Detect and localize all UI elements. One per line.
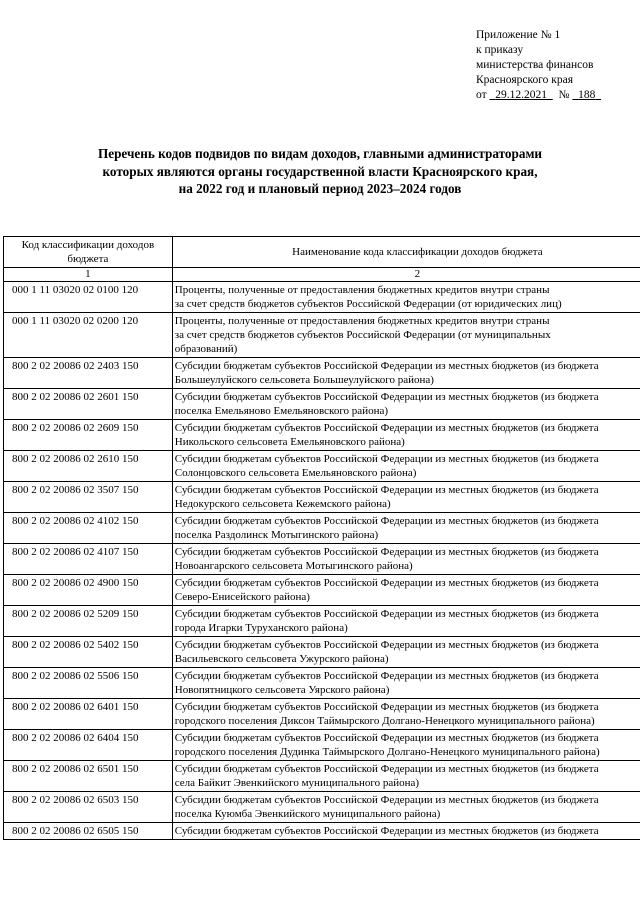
row-code: 800 2 02 20086 02 2610 150: [4, 451, 173, 482]
appendix-line-2: к приказу: [476, 44, 524, 56]
row-name-line: Субсидии бюджетам субъектов Российской Федерации из местных бюджетов (из бюджета: [174, 639, 599, 651]
row-name: [172, 282, 640, 313]
row-name: [172, 699, 640, 730]
appendix-date-line: [476, 88, 601, 103]
row-name-line: Субсидии бюджетам субъектов Российской Федерации из местных бюджетов (из бюджета: [174, 484, 599, 496]
table-row: [4, 282, 640, 313]
row-name: [172, 389, 640, 420]
table-row: [4, 451, 640, 482]
order-number: 188: [578, 89, 596, 101]
row-code: 800 2 02 20086 02 2601 150: [4, 389, 173, 420]
row-name: [172, 606, 640, 637]
row-name: [172, 313, 640, 358]
row-code: 800 2 02 20086 02 2403 150: [4, 358, 173, 389]
table-row: [4, 668, 640, 699]
table-row: [4, 389, 640, 420]
appendix-block: [476, 28, 601, 103]
row-name: [172, 668, 640, 699]
row-name-line: Субсидии бюджетам субъектов Российской Федерации из местных бюджетов (из бюджета: [174, 360, 599, 372]
table-row: [4, 482, 640, 513]
table-row: [4, 575, 640, 606]
appendix-line-3: министерства финансов: [476, 59, 594, 71]
row-name-line: образований): [174, 343, 238, 355]
row-name-line: Субсидии бюджетам субъектов Российской Федерации из местных бюджетов (из бюджета: [174, 608, 599, 620]
row-name-line: Проценты, полученные от предоставления бюджетных кредитов внутри страны: [174, 284, 550, 296]
row-code: 800 2 02 20086 02 4900 150: [4, 575, 173, 606]
row-name-line: Субсидии бюджетам субъектов Российской Федерации из местных бюджетов (из бюджета: [174, 546, 599, 558]
header-number-row: [4, 268, 640, 282]
table-row: [4, 358, 640, 389]
row-name: [172, 420, 640, 451]
order-date: 29.12.2021: [495, 89, 547, 101]
row-name-line: Субсидии бюджетам субъектов Российской Федерации из местных бюджетов (из бюджета: [174, 794, 599, 806]
row-name-line: Субсидии бюджетам субъектов Российской Федерации из местных бюджетов (из бюджета: [174, 422, 599, 434]
header-row: [4, 237, 640, 268]
table-row: [4, 420, 640, 451]
row-name-line: Большеулуйского сельсовета Большеулуйского района): [174, 374, 434, 386]
row-name-line: Субсидии бюджетам субъектов Российской Федерации из местных бюджетов (из бюджета: [174, 453, 599, 465]
row-name: [172, 823, 640, 840]
row-code: 800 2 02 20086 02 6401 150: [4, 699, 173, 730]
table-row: [4, 606, 640, 637]
row-code: 800 2 02 20086 02 5402 150: [4, 637, 173, 668]
row-code: 800 2 02 20086 02 6505 150: [4, 823, 173, 840]
row-name: [172, 358, 640, 389]
row-code: 800 2 02 20086 02 2609 150: [4, 420, 173, 451]
table-row: [4, 761, 640, 792]
row-name-line: села Байкит Эвенкийского муниципального района): [174, 777, 420, 789]
row-code: 000 1 11 03020 02 0100 120: [4, 282, 173, 313]
row-name-line: Новоангарского сельсовета Мотыгинского района): [174, 560, 413, 572]
row-name-line: городского поселения Дудинка Таймырского Долгано-Ненецкого муниципального района): [174, 746, 600, 758]
row-name-line: поселка Емельяново Емельяновского района): [174, 405, 389, 417]
appendix-line-4: Красноярского края: [476, 74, 573, 86]
row-name: [172, 730, 640, 761]
header-num-1: 1: [4, 268, 173, 282]
row-name-line: Субсидии бюджетам субъектов Российской Федерации из местных бюджетов (из бюджета: [174, 701, 599, 713]
row-name-line: за счет средств бюджетов субъектов Российской Федерации (от юридических лиц): [174, 298, 562, 310]
header-code: Код классификации доходов бюджета: [4, 237, 173, 268]
row-name-line: Недокурского сельсовета Кежемского района): [174, 498, 391, 510]
number-label: №: [558, 89, 570, 101]
row-code: 800 2 02 20086 02 5506 150: [4, 668, 173, 699]
row-name-line: Субсидии бюджетам субъектов Российской Федерации из местных бюджетов (из бюджета: [174, 670, 599, 682]
table-row: [4, 513, 640, 544]
row-name-line: Солонцовского сельсовета Емельяновского района): [174, 467, 417, 479]
row-name: [172, 792, 640, 823]
row-name: [172, 544, 640, 575]
row-name-line: Субсидии бюджетам субъектов Российской Федерации из местных бюджетов (из бюджета: [174, 732, 599, 744]
row-code: 800 2 02 20086 02 6404 150: [4, 730, 173, 761]
header-num-2: 2: [172, 268, 640, 282]
row-name-line: Васильевского сельсовета Ужурского района): [174, 653, 389, 665]
row-code: 800 2 02 20086 02 4107 150: [4, 544, 173, 575]
row-code: 800 2 02 20086 02 5209 150: [4, 606, 173, 637]
row-name-line: Субсидии бюджетам субъектов Российской Федерации из местных бюджетов (из бюджета: [174, 515, 599, 527]
document-title: [0, 145, 640, 198]
row-code: 800 2 02 20086 02 6503 150: [4, 792, 173, 823]
row-name: [172, 513, 640, 544]
table-row: [4, 637, 640, 668]
title-line-1: Перечень кодов подвидов по видам доходов, главными администраторами: [97, 146, 543, 161]
row-name-line: поселка Куюмба Эвенкийского муниципального района): [174, 808, 441, 820]
row-name-line: Северо-Енисейского района): [174, 591, 310, 603]
row-code: 800 2 02 20086 02 3507 150: [4, 482, 173, 513]
table-row: [4, 313, 640, 358]
row-name: [172, 575, 640, 606]
codes-table: [3, 236, 640, 840]
header-name: Наименование кода классификации доходов бюджета: [172, 237, 640, 268]
row-name: [172, 482, 640, 513]
row-name-line: Субсидии бюджетам субъектов Российской Федерации из местных бюджетов (из бюджета: [174, 825, 599, 837]
row-name: [172, 761, 640, 792]
row-code: 800 2 02 20086 02 4102 150: [4, 513, 173, 544]
row-name-line: Субсидии бюджетам субъектов Российской Федерации из местных бюджетов (из бюджета: [174, 763, 599, 775]
table-row: [4, 730, 640, 761]
row-name-line: Субсидии бюджетам субъектов Российской Федерации из местных бюджетов (из бюджета: [174, 577, 599, 589]
row-name-line: городского поселения Диксон Таймырского Долгано-Ненецкого муниципального района): [174, 715, 595, 727]
row-name-line: Субсидии бюджетам субъектов Российской Федерации из местных бюджетов (из бюджета: [174, 391, 599, 403]
row-name-line: Никольского сельсовета Емельяновского района): [174, 436, 405, 448]
title-line-3: на 2022 год и плановый период 2023–2024 годов: [178, 181, 462, 196]
table-body: [4, 282, 640, 840]
row-name-line: Проценты, полученные от предоставления бюджетных кредитов внутри страны: [174, 315, 550, 327]
row-name-line: поселка Раздолинск Мотыгинского района): [174, 529, 379, 541]
row-name-line: за счет средств бюджетов субъектов Российской Федерации (от муниципальных: [174, 329, 551, 341]
row-name: [172, 451, 640, 482]
appendix-line-1: Приложение № 1: [476, 29, 561, 41]
table-row: [4, 792, 640, 823]
table-row: [4, 544, 640, 575]
from-label: от: [476, 89, 487, 101]
table-row: [4, 823, 640, 840]
title-line-2: которых являются органы государственной власти Красноярского края,: [102, 163, 538, 179]
row-name-line: Новопятницкого сельсовета Уярского района): [174, 684, 390, 696]
table-row: [4, 699, 640, 730]
row-code: 800 2 02 20086 02 6501 150: [4, 761, 173, 792]
row-code: 000 1 11 03020 02 0200 120: [4, 313, 173, 358]
row-name-line: города Игарки Туруханского района): [174, 622, 348, 634]
row-name: [172, 637, 640, 668]
